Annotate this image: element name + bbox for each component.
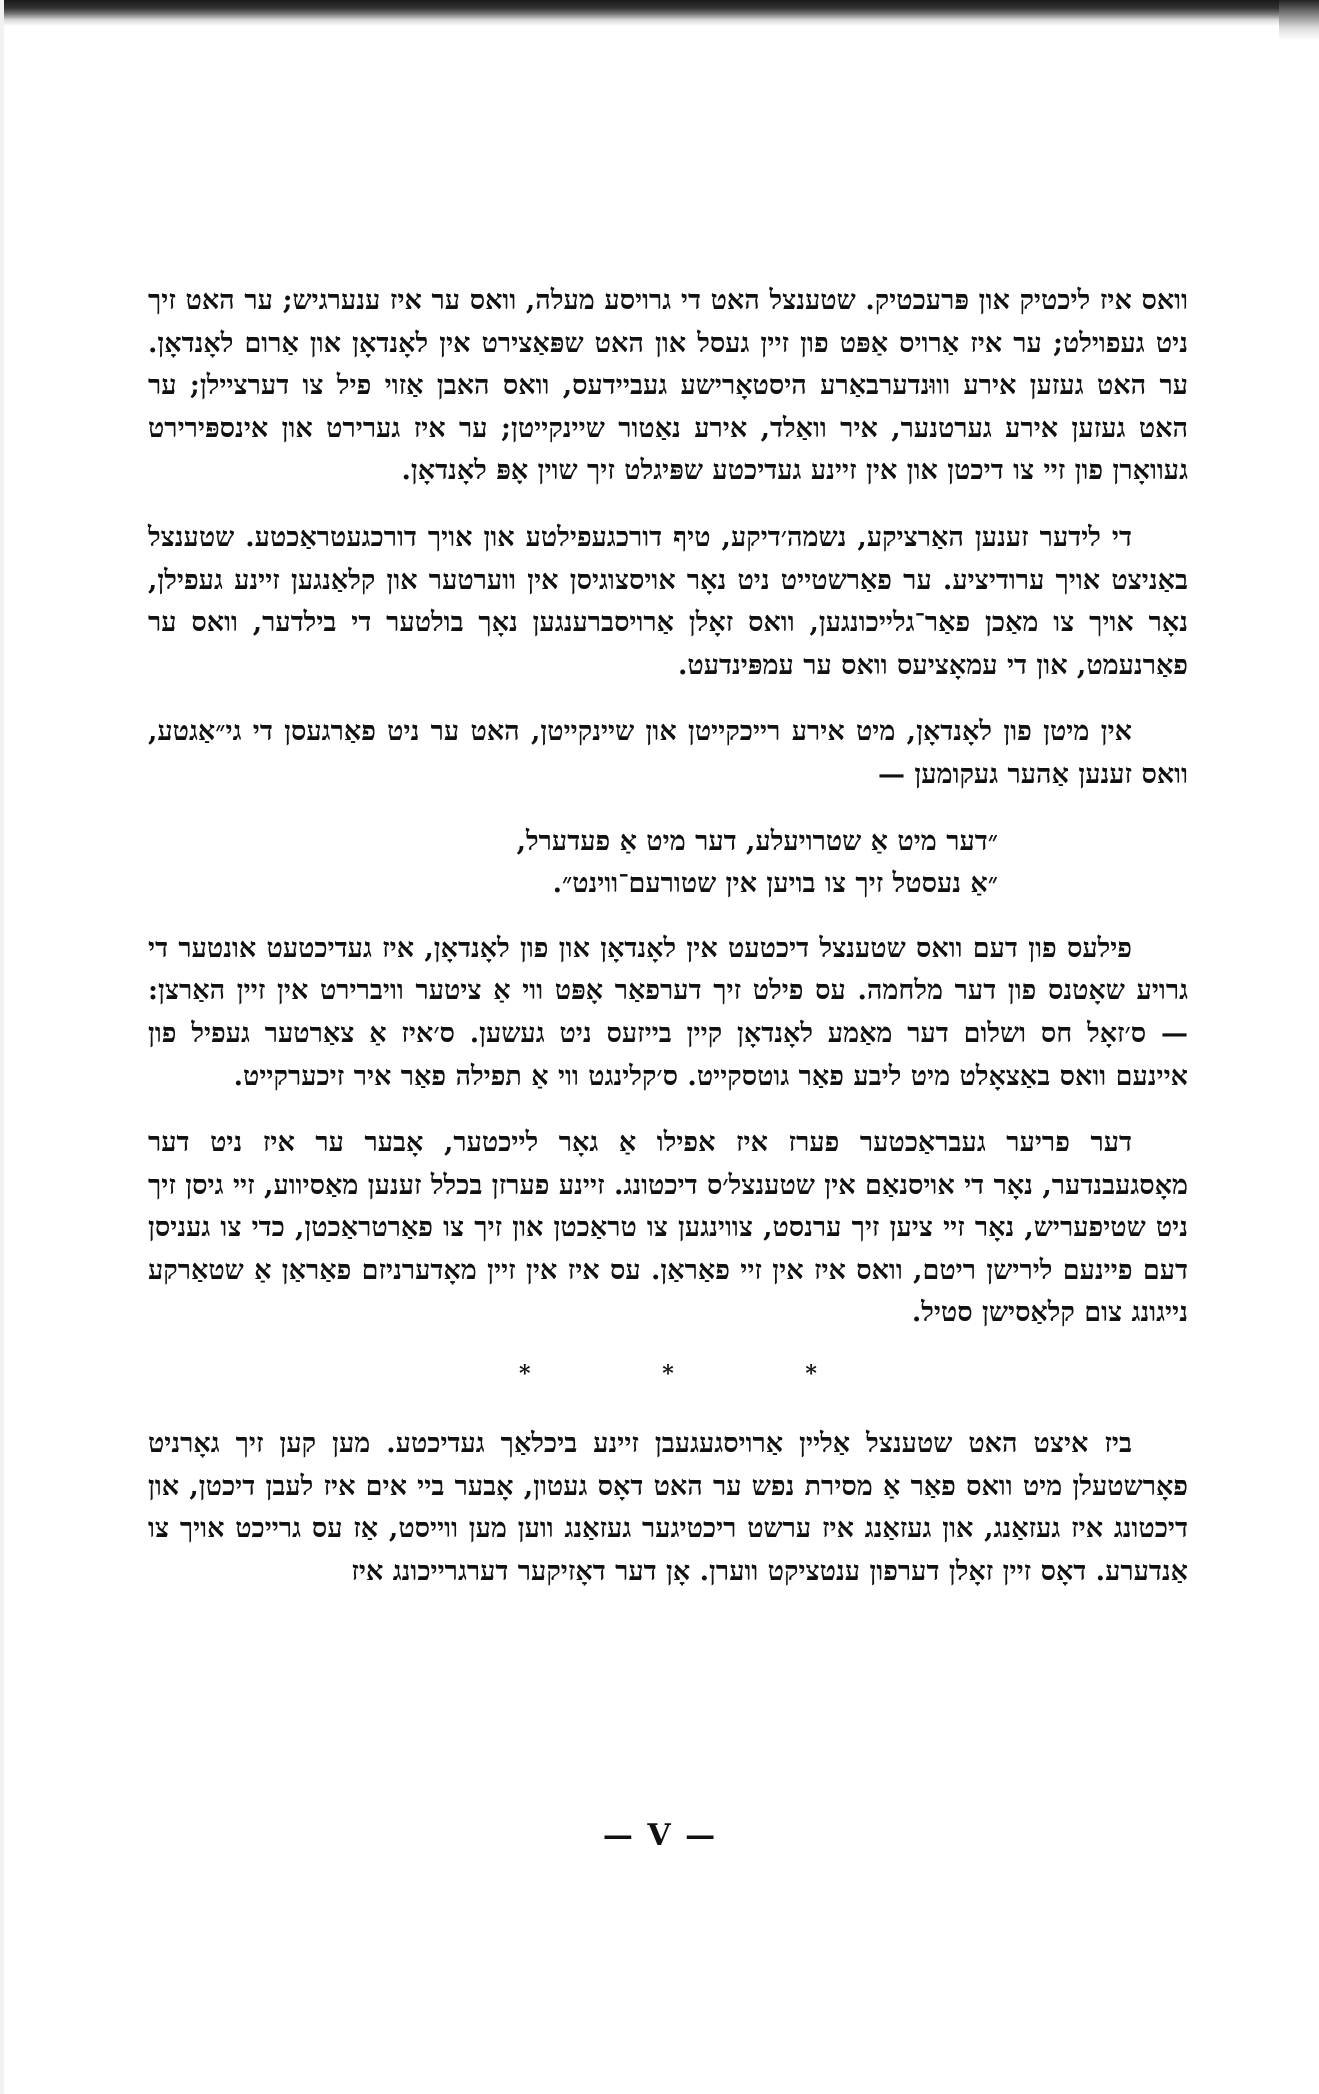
separator-star: *: [519, 1361, 531, 1388]
scan-top-edge: [0, 0, 1319, 26]
scan-corner-shadow: [1279, 0, 1319, 40]
page-body: [148, 280, 1188, 1617]
verse-line-2: ״אַ נעסטל זיך צו בויען אין שטורעם־ווינט״.: [552, 868, 998, 900]
scan-left-edge: [0, 0, 4, 2094]
paragraph-1: וואס איז ליכטיק און פּרעכטיק. שטענצל האט די גרויסע מעלה, וואס ער איז ענערגיש; ער האט זיך ניט געפוילט; ער איז אַרויס אַפּט פון זיין געסל און האט שפּאַצירט אין לאָנדאָן און אַרום לאָנדאָן. ער האט געזען אירע וווּנדערבאַרע היסטאָרישע געביידעס, וואס האבן אַזוי פיל צו דערציילן; ער האט געזען אירע גערטנער, איר וואַלד, אירע נאַטור שיינקייטן; ער איז גערירט און אינספּירירט געוואָרן פון זיי צו דיכטן און אין זיינע געדיכטע שפּיגלט זיך שוין אָפּ לאָנדאָן.: [148, 285, 1188, 487]
paragraph-4: פילעס פון דעם וואס שטענצל דיכטעט אין לאָנדאָן און פון לאָנדאָן, איז געדיכטעט אונטער די גרויע שאָטנס פון דער מלחמה. עס פילט זיך דערפאַר אָפּט ווי אַ ציטער וויברירט אין זיין האַרצן: — ס׳זאָל חס ושלום דער מאַמע לאָנדאָן קיין בייזעס ניט געשען. ס׳איז אַ צאַרטער געפיל פון איינעם וואס באַצאָלט מיט ליבע פאַר גוטסקייט. ס׳קלינגט ווי אַ תפילה פאַר איר זיכערקייט.: [148, 932, 1188, 1092]
verse-line-1: ״דער מיט אַ שטרויעלע, דער מיט אַ פעדערל,: [516, 825, 998, 857]
section-separator: [148, 1359, 1188, 1389]
separator-star: *: [662, 1361, 674, 1388]
paragraph-2: די לידער זענען האַרציקע, נשמה׳דיקע, טיף דורכגעפילטע און אויך דורכגעטראַכטע. שטענצל באַניצט אויך ערודיציע. ער פאַרשטייט ניט נאָר אויסצוגיסן אין ווערטער און קלאַנגען זיינע געפילן, נאָר אויך צו מאַכן פאַר־גלייכונגען, וואס זאָלן אַרויסברענגען נאָך בולטער די בילדער, וואס ער פאַרנעמט, און די עמאָציעס וואס ער עמפּינדעט.: [148, 521, 1188, 681]
page-number: — V —: [602, 1818, 718, 1853]
paragraph-3: אין מיטן פון לאָנדאָן, מיט אירע רייכקייטן און שיינקייטן, האט ער ניט פאַרגעסן די גי״אַגטע, וואס זענען אַהער געקומען —: [148, 716, 1188, 790]
paragraph-5: דער פריער געבראַכטער פערז איז אפילו אַ גאָר לייכטער, אָבער ער איז ניט דער מאָסגעבנדער, נאָר די אויסנאַם אין שטענצל׳ס דיכטונג. זיינע פערזן בכלל זענען מאַסיווע, זיי גיסן זיך ניט שטיפעריש, נאָר זיי ציען זיך ערנסט, צווינגען צו טראַכטן און זיך צו פאַרטראַכטן, כדי צו געניסן דעם פיינעם לירישן ריטם, וואס איז אין זיי פאַראַן. עס איז אין זיין מאָדערניזם פאַראַן אַ שטאַרקע נייגונג צום קלאַסישן סטיל.: [148, 1127, 1188, 1329]
verse-quote: [148, 821, 1188, 906]
paragraph-6: ביז איצט האט שטענצל אַליין אַרויסגעגעבן זיינע ביכלאַך געדיכטע. מען קען זיך גאָרניט פאָרשטעלן מיט וואס פאַר אַ מסירת נפש ער האט דאָס געטון, אָבער ביי אים איז לעבן דיכטן, און דיכטונג איז געזאַנג, און געזאַנג איז ערשט ריכטיגער געזאַנג ווען מען ווייסט, אַז עס גרייכט אויך צו אַנדערע. דאָס זיין זאָלן דערפון ענטציקט ווערן. אָן דער דאָזיקער דערגרייכונג איז: [148, 1428, 1188, 1587]
separator-star: *: [805, 1361, 817, 1388]
